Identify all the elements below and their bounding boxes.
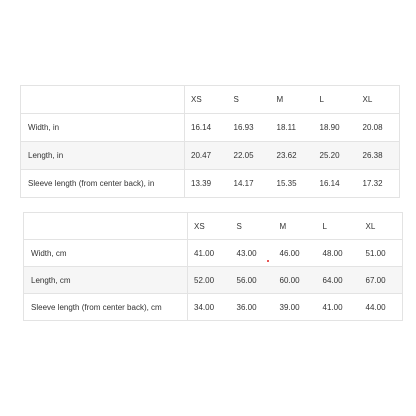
- cell-value: 13.39: [185, 170, 228, 198]
- cell-value: 18.90: [314, 114, 357, 142]
- cell-value: 16.93: [228, 114, 271, 142]
- cell-value: 39.00: [274, 294, 317, 321]
- table-row-width: [24, 240, 403, 267]
- size-chart-centimeters: [23, 212, 403, 321]
- cell-value: 16.14: [314, 170, 357, 198]
- cell-value: 34.00: [188, 294, 231, 321]
- cell-value: 17.32: [357, 170, 400, 198]
- cell-value: 26.38: [357, 142, 400, 170]
- header-empty-cell: [21, 86, 185, 114]
- row-label: Width, in: [21, 114, 185, 142]
- header-row: [24, 213, 403, 240]
- header-row: [21, 86, 400, 114]
- header-size-l: L: [317, 213, 360, 240]
- row-label: Sleeve length (from center back), in: [21, 170, 185, 198]
- cell-value: 36.00: [231, 294, 274, 321]
- table-row-sleeve-length: [24, 294, 403, 321]
- cell-value: 22.05: [228, 142, 271, 170]
- cell-value: 56.00: [231, 267, 274, 294]
- header-size-xl: XL: [357, 86, 400, 114]
- cell-value: 20.47: [185, 142, 228, 170]
- cell-value: 46.00: [274, 240, 317, 267]
- header-size-xs: XS: [188, 213, 231, 240]
- cell-value: 41.00: [188, 240, 231, 267]
- header-size-xl: XL: [360, 213, 403, 240]
- header-size-xs: XS: [185, 86, 228, 114]
- cell-value: 20.08: [357, 114, 400, 142]
- header-size-s: S: [228, 86, 271, 114]
- cell-value: 60.00: [274, 267, 317, 294]
- header-size-m: M: [271, 86, 314, 114]
- row-label: Length, in: [21, 142, 185, 170]
- cell-value: 51.00: [360, 240, 403, 267]
- header-size-l: L: [314, 86, 357, 114]
- row-label: Width, cm: [24, 240, 188, 267]
- red-dot-mark: [267, 260, 269, 262]
- cell-value: 16.14: [185, 114, 228, 142]
- table-row-length: [21, 142, 400, 170]
- row-label: Sleeve length (from center back), cm: [24, 294, 188, 321]
- cell-value: 67.00: [360, 267, 403, 294]
- table-row-width: [21, 114, 400, 142]
- row-label: Length, cm: [24, 267, 188, 294]
- header-size-m: M: [274, 213, 317, 240]
- header-empty-cell: [24, 213, 188, 240]
- cell-value: 14.17: [228, 170, 271, 198]
- table-row-sleeve-length: [21, 170, 400, 198]
- cell-value: 23.62: [271, 142, 314, 170]
- cell-value: 43.00: [231, 240, 274, 267]
- cell-value: 52.00: [188, 267, 231, 294]
- size-chart-inches: [20, 85, 400, 198]
- cell-value: 64.00: [317, 267, 360, 294]
- cell-value: 15.35: [271, 170, 314, 198]
- cell-value: 44.00: [360, 294, 403, 321]
- table-row-length: [24, 267, 403, 294]
- cell-value: 41.00: [317, 294, 360, 321]
- cell-value: 18.11: [271, 114, 314, 142]
- cell-value: 48.00: [317, 240, 360, 267]
- header-size-s: S: [231, 213, 274, 240]
- cell-value: 25.20: [314, 142, 357, 170]
